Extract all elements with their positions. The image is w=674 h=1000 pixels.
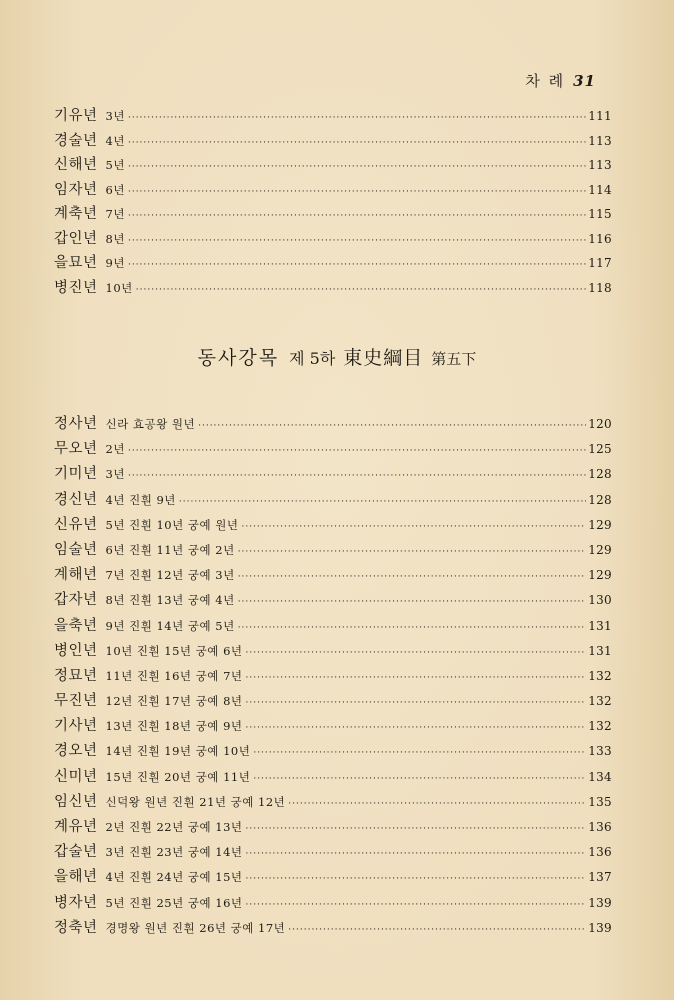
toc-entry-year: 기유년 <box>54 108 98 124</box>
toc-entry-detail: 10년 진훤 15년 궁예 6년 <box>105 643 243 658</box>
dot-leader <box>136 285 586 295</box>
toc-entry-page: 129 <box>588 517 612 532</box>
toc-entry <box>54 815 612 840</box>
toc-entry-page: 117 <box>588 256 612 270</box>
toc-entry-page: 128 <box>588 492 612 507</box>
toc-entry-year: 경신년 <box>54 491 98 508</box>
dot-leader <box>128 236 586 246</box>
toc-entry-detail: 2년 진훤 22년 궁예 13년 <box>105 820 243 834</box>
toc-entry-year: 임자년 <box>54 181 98 198</box>
toc-entry-detail: 5년 <box>105 158 125 172</box>
toc-entry-year: 기사년 <box>54 718 98 735</box>
toc-entry-detail: 5년 진훤 25년 궁예 16년 <box>105 895 243 910</box>
dot-leader <box>241 522 586 532</box>
dot-leader <box>128 471 586 481</box>
toc-entry <box>54 765 612 790</box>
dot-leader <box>246 900 587 910</box>
toc-entry <box>54 202 612 227</box>
toc-entry <box>54 790 612 815</box>
toc-entry-detail: 8년 진훤 13년 궁예 4년 <box>105 593 235 608</box>
dot-leader <box>128 187 586 197</box>
toc-entry <box>54 840 612 865</box>
toc-entry <box>54 104 612 129</box>
toc-entry-page: 118 <box>588 280 612 295</box>
toc-entry-page: 134 <box>588 769 612 784</box>
section-title-hanja: 東史綱目 <box>343 347 424 369</box>
toc-entry <box>54 563 612 588</box>
toc-entry <box>54 513 612 538</box>
toc-entry-year: 무오년 <box>54 441 98 458</box>
toc-entry-year: 병자년 <box>54 894 98 911</box>
toc-entry-year: 무진년 <box>54 693 98 710</box>
toc-entry-page: 139 <box>588 895 612 910</box>
toc-entry-detail: 8년 <box>105 231 125 246</box>
toc-entry-year: 을묘년 <box>54 255 98 271</box>
toc-entry <box>54 891 612 916</box>
toc-entry <box>54 714 612 739</box>
toc-entry-year: 경오년 <box>54 743 98 760</box>
toc-entry-detail: 신덕왕 원년 진훤 21년 궁예 12년 <box>105 794 286 809</box>
dot-leader <box>238 572 587 582</box>
running-head-label: 차 례 <box>525 72 566 90</box>
toc-entry-page: 113 <box>588 133 612 148</box>
toc-entry-page: 132 <box>588 668 612 683</box>
section-title-korean: 동사강목 <box>197 347 280 369</box>
toc-entry-page: 136 <box>588 845 612 860</box>
toc-entry-year: 기미년 <box>54 466 98 483</box>
toc-entry <box>54 227 612 252</box>
toc-entry <box>54 538 612 563</box>
toc-entry-detail: 10년 <box>105 280 133 295</box>
toc-entry <box>54 251 612 276</box>
dot-leader <box>253 774 586 784</box>
toc-entry-detail: 9년 <box>105 256 125 270</box>
dot-leader <box>246 824 587 834</box>
section-title-volume: 제 5하 <box>289 349 336 368</box>
toc-entry-detail: 3년 <box>105 467 125 482</box>
toc-list-bottom <box>54 412 612 941</box>
dot-leader <box>246 698 587 708</box>
dot-leader <box>128 446 586 456</box>
toc-entry-detail: 14년 진훤 19년 궁예 10년 <box>105 744 251 759</box>
toc-entry-page: 131 <box>588 643 612 658</box>
toc-entry-year: 갑인년 <box>54 230 98 247</box>
toc-entry-year: 을해년 <box>54 869 98 886</box>
toc-entry-detail: 3년 <box>105 109 125 123</box>
section-title-hanja-volume: 第五下 <box>431 350 477 368</box>
toc-entry <box>54 437 612 462</box>
toc-entry-detail: 경명왕 원년 진훤 26년 궁예 17년 <box>105 920 286 935</box>
dot-leader <box>238 623 587 633</box>
toc-entry-year: 신유년 <box>54 516 98 533</box>
toc-entry <box>54 412 612 437</box>
toc-entry-page: 111 <box>588 109 612 123</box>
toc-entry-detail: 13년 진훤 18년 궁예 9년 <box>105 719 243 734</box>
toc-entry <box>54 664 612 689</box>
toc-entry-page: 132 <box>588 694 612 709</box>
toc-entry-year: 병진년 <box>54 279 98 296</box>
dot-leader <box>179 497 586 507</box>
toc-entry <box>54 614 612 639</box>
toc-entry-detail: 7년 진훤 12년 궁예 3년 <box>105 568 235 583</box>
toc-entry-page: 113 <box>588 158 612 172</box>
toc-entry-detail: 6년 진훤 11년 궁예 2년 <box>105 542 235 557</box>
dot-leader <box>246 874 587 884</box>
toc-entry <box>54 916 612 941</box>
toc-entry-page: 128 <box>588 467 612 482</box>
toc-entry-year: 정묘년 <box>54 667 98 684</box>
toc-entry-detail: 3년 진훤 23년 궁예 14년 <box>105 845 243 860</box>
dot-leader <box>128 162 586 172</box>
toc-entry-year: 정축년 <box>54 919 98 936</box>
toc-entry <box>54 488 612 513</box>
toc-entry-detail: 4년 <box>105 133 125 148</box>
toc-entry-year: 을축년 <box>54 617 98 634</box>
toc-entry <box>54 129 612 154</box>
dot-leader <box>246 723 587 733</box>
toc-entry-page: 136 <box>588 820 612 834</box>
toc-entry-detail: 6년 <box>105 182 125 197</box>
toc-entry-page: 139 <box>588 920 612 935</box>
running-head <box>525 70 596 91</box>
toc-entry-year: 계유년 <box>54 819 98 835</box>
dot-leader <box>288 799 586 809</box>
toc-list-top <box>54 104 612 300</box>
toc-entry-detail: 4년 진훤 9년 <box>105 492 176 507</box>
toc-entry-page: 120 <box>588 417 612 431</box>
dot-leader <box>246 673 587 683</box>
toc-entry-year: 갑자년 <box>54 592 98 609</box>
toc-entry-year: 계축년 <box>54 206 98 222</box>
toc-entry-page: 131 <box>588 618 612 633</box>
toc-entry-year: 신미년 <box>54 768 98 785</box>
toc-entry-year: 병인년 <box>54 642 98 659</box>
toc-entry-detail: 15년 진훤 20년 궁예 11년 <box>105 769 251 784</box>
toc-entry-detail: 7년 <box>105 207 125 221</box>
toc-entry-detail: 5년 진훤 10년 궁예 원년 <box>105 517 239 532</box>
dot-leader <box>198 421 586 431</box>
toc-entry-detail: 4년 진훤 24년 궁예 15년 <box>105 870 243 885</box>
toc-entry-page: 137 <box>588 870 612 885</box>
toc-entry-page: 114 <box>588 182 612 197</box>
toc-entry-page: 116 <box>588 231 612 246</box>
section-title <box>0 343 674 370</box>
toc-entry <box>54 462 612 487</box>
dot-leader <box>246 648 587 658</box>
toc-entry-year: 정사년 <box>54 416 98 432</box>
toc-entry-detail: 11년 진훤 16년 궁예 7년 <box>105 668 243 683</box>
toc-entry-detail: 12년 진훤 17년 궁예 8년 <box>105 694 243 709</box>
toc-entry-page: 133 <box>588 744 612 759</box>
toc-entry-year: 계해년 <box>54 567 98 584</box>
toc-entry <box>54 739 612 764</box>
toc-entry-page: 129 <box>588 542 612 557</box>
toc-entry-page: 130 <box>588 593 612 608</box>
dot-leader <box>128 113 586 123</box>
dot-leader <box>238 597 587 607</box>
toc-entry <box>54 639 612 664</box>
toc-entry-detail: 9년 진훤 14년 궁예 5년 <box>105 618 235 633</box>
dot-leader <box>128 260 586 270</box>
toc-entry <box>54 588 612 613</box>
toc-entry-year: 임신년 <box>54 793 98 810</box>
page-number: 31 <box>573 72 596 90</box>
dot-leader <box>253 748 586 758</box>
toc-entry-page: 115 <box>588 207 612 221</box>
dot-leader <box>288 925 586 935</box>
dot-leader <box>246 849 587 859</box>
toc-entry-page: 125 <box>588 442 612 457</box>
toc-entry-page: 132 <box>588 719 612 734</box>
toc-entry-detail: 신라 효공왕 원년 <box>105 417 196 431</box>
toc-entry-page: 129 <box>588 568 612 583</box>
toc-entry-year: 갑술년 <box>54 844 98 861</box>
toc-entry <box>54 178 612 203</box>
toc-entry-year: 신해년 <box>54 157 98 173</box>
toc-entry <box>54 865 612 890</box>
toc-entry <box>54 689 612 714</box>
dot-leader <box>238 547 587 557</box>
toc-entry-detail: 2년 <box>105 442 125 457</box>
toc-entry <box>54 153 612 178</box>
toc-entry-year: 임술년 <box>54 541 98 558</box>
toc-entry-page: 135 <box>588 794 612 809</box>
dot-leader <box>128 138 586 148</box>
dot-leader <box>128 211 586 221</box>
toc-entry <box>54 276 612 301</box>
toc-entry-year: 경술년 <box>54 132 98 149</box>
